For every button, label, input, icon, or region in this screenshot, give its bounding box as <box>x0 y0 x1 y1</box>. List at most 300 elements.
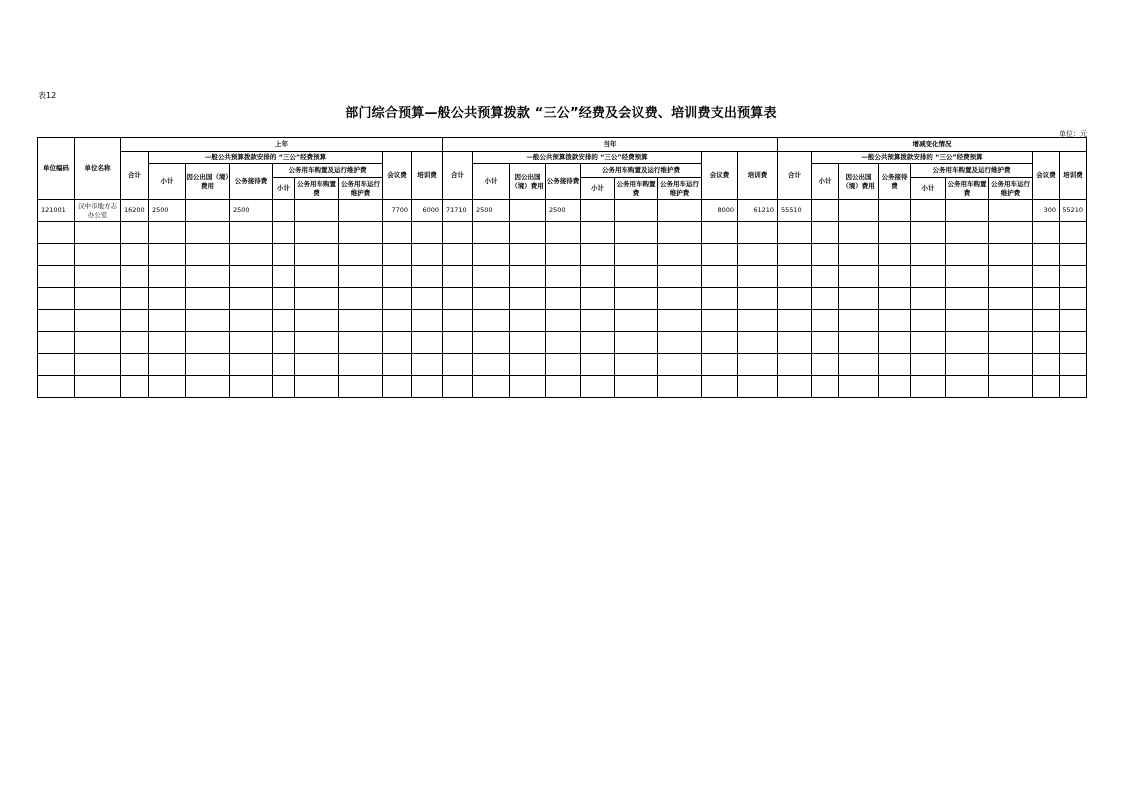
cell-empty <box>230 288 273 310</box>
cell-empty <box>443 222 473 244</box>
header-vehicle-purchase: 公务用车购置费 <box>295 178 339 200</box>
cell-empty <box>946 332 989 354</box>
cell-empty <box>738 354 778 376</box>
cell-empty <box>273 266 295 288</box>
cell-empty <box>230 376 273 398</box>
cell-empty <box>75 354 121 376</box>
cell-empty <box>75 266 121 288</box>
cell-empty <box>546 244 581 266</box>
cell-empty <box>339 354 383 376</box>
header-meeting-fee: 会议费 <box>702 152 738 200</box>
cell-empty <box>778 266 812 288</box>
header-reception-fee: 公务接待费 <box>546 164 581 200</box>
cell-empty <box>702 310 738 332</box>
cell-empty <box>615 288 658 310</box>
cell-empty <box>149 376 186 398</box>
cell-empty <box>989 244 1033 266</box>
cell-empty <box>879 222 911 244</box>
cell-empty <box>839 266 879 288</box>
cell-prev-reception: 2500 <box>230 200 273 222</box>
cell-empty <box>75 244 121 266</box>
cell-empty <box>946 244 989 266</box>
cell-empty <box>295 332 339 354</box>
cell-empty <box>383 266 412 288</box>
cell-curr-meeting: 8000 <box>702 200 738 222</box>
cell-empty <box>1060 288 1087 310</box>
cell-empty <box>658 266 702 288</box>
table-body <box>38 200 1087 398</box>
header-three-public: —般公共预算拨款安排的 “三公”经费预算 <box>149 152 383 164</box>
cell-empty <box>1060 244 1087 266</box>
header-vehicle-subtotal: 小计 <box>911 178 946 200</box>
header-total: 合计 <box>778 152 812 200</box>
cell-empty <box>383 376 412 398</box>
cell-empty <box>879 332 911 354</box>
cell-empty <box>230 266 273 288</box>
header-group-change: 增减变化情况 <box>778 138 1087 152</box>
cell-prev-v_subtotal <box>273 200 295 222</box>
cell-empty <box>510 222 546 244</box>
cell-empty <box>412 244 443 266</box>
cell-empty <box>581 222 615 244</box>
cell-empty <box>383 332 412 354</box>
cell-empty <box>738 222 778 244</box>
header-subtotal: 小计 <box>473 164 510 200</box>
cell-empty <box>911 332 946 354</box>
cell-empty <box>121 266 149 288</box>
cell-empty <box>702 244 738 266</box>
cell-empty <box>812 354 839 376</box>
cell-empty <box>121 288 149 310</box>
cell-empty <box>658 244 702 266</box>
cell-curr-total: 71710 <box>443 200 473 222</box>
cell-empty <box>443 376 473 398</box>
cell-empty <box>38 288 75 310</box>
header-meeting-fee: 会议费 <box>1033 152 1060 200</box>
cell-empty <box>295 266 339 288</box>
cell-empty <box>581 266 615 288</box>
table-row <box>38 266 1087 288</box>
cell-empty <box>186 266 230 288</box>
cell-empty <box>738 376 778 398</box>
cell-empty <box>812 244 839 266</box>
cell-change-v_maintenance <box>989 200 1033 222</box>
cell-empty <box>339 288 383 310</box>
cell-prev-training: 6000 <box>412 200 443 222</box>
cell-empty <box>879 288 911 310</box>
cell-empty <box>778 244 812 266</box>
cell-curr-training: 61210 <box>738 200 778 222</box>
cell-empty <box>546 332 581 354</box>
header-reception-fee: 公务接待费 <box>230 164 273 200</box>
cell-empty <box>946 266 989 288</box>
cell-empty <box>658 222 702 244</box>
cell-curr-abroad <box>510 200 546 222</box>
cell-prev-v_maintenance <box>339 200 383 222</box>
cell-empty <box>1060 266 1087 288</box>
header-three-public: —般公共预算拨款安排的 “三公”经费预算 <box>473 152 702 164</box>
cell-prev-subtotal: 2500 <box>149 200 186 222</box>
cell-empty <box>546 376 581 398</box>
cell-empty <box>702 376 738 398</box>
cell-empty <box>778 354 812 376</box>
cell-empty <box>615 376 658 398</box>
cell-empty <box>121 354 149 376</box>
cell-empty <box>615 332 658 354</box>
cell-empty <box>230 244 273 266</box>
cell-empty <box>1060 222 1087 244</box>
header-abroad-fee: 因公出国（境）费用 <box>839 164 879 200</box>
cell-empty <box>1060 376 1087 398</box>
cell-prev-v_purchase <box>295 200 339 222</box>
cell-empty <box>778 332 812 354</box>
cell-empty <box>812 310 839 332</box>
cell-empty <box>546 266 581 288</box>
header-training-fee: 培训费 <box>738 152 778 200</box>
table-row <box>38 332 1087 354</box>
cell-empty <box>911 244 946 266</box>
cell-curr-v_purchase <box>615 200 658 222</box>
cell-empty <box>1033 310 1060 332</box>
cell-empty <box>383 244 412 266</box>
cell-empty <box>443 332 473 354</box>
cell-empty <box>230 354 273 376</box>
cell-empty <box>295 288 339 310</box>
cell-empty <box>473 376 510 398</box>
cell-empty <box>989 332 1033 354</box>
cell-empty <box>383 288 412 310</box>
cell-empty <box>510 354 546 376</box>
cell-empty <box>946 376 989 398</box>
cell-empty <box>839 310 879 332</box>
cell-empty <box>581 244 615 266</box>
header-abroad-fee: 因公出国（境）费用 <box>186 164 230 200</box>
cell-empty <box>581 354 615 376</box>
cell-empty <box>443 354 473 376</box>
cell-empty <box>38 310 75 332</box>
cell-empty <box>702 288 738 310</box>
table-header <box>38 138 1087 200</box>
cell-empty <box>412 310 443 332</box>
cell-empty <box>149 310 186 332</box>
header-vehicle-fee: 公务用车购置及运行维护费 <box>273 164 383 178</box>
cell-empty <box>615 266 658 288</box>
cell-empty <box>121 332 149 354</box>
cell-empty <box>273 354 295 376</box>
cell-empty <box>383 310 412 332</box>
cell-empty <box>702 332 738 354</box>
page-title: 部门综合预算—般公共预算拨款 “三公”经费及会议费、培训费支出预算表 <box>345 106 777 121</box>
cell-empty <box>75 310 121 332</box>
cell-empty <box>186 354 230 376</box>
cell-empty <box>121 222 149 244</box>
cell-empty <box>546 310 581 332</box>
header-unit-name: 单位名称 <box>75 138 121 200</box>
cell-empty <box>812 266 839 288</box>
header-three-public: —般公共预算拨款安排的 “三公”经费预算 <box>812 152 1033 164</box>
cell-empty <box>295 222 339 244</box>
cell-empty <box>839 354 879 376</box>
cell-curr-v_subtotal <box>581 200 615 222</box>
cell-empty <box>812 288 839 310</box>
cell-empty <box>1060 310 1087 332</box>
table-row <box>38 222 1087 244</box>
cell-empty <box>581 310 615 332</box>
cell-empty <box>339 222 383 244</box>
cell-empty <box>186 310 230 332</box>
cell-curr-v_maintenance <box>658 200 702 222</box>
cell-change-training: 55210 <box>1060 200 1087 222</box>
cell-unit-code: 121001 <box>38 200 75 222</box>
cell-empty <box>778 310 812 332</box>
header-vehicle-maintenance: 公务用车运行维护费 <box>989 178 1033 200</box>
cell-empty <box>295 354 339 376</box>
cell-empty <box>839 332 879 354</box>
header-vehicle-purchase: 公务用车购置费 <box>615 178 658 200</box>
cell-empty <box>738 310 778 332</box>
cell-change-subtotal <box>812 200 839 222</box>
cell-empty <box>946 310 989 332</box>
cell-empty <box>911 354 946 376</box>
cell-empty <box>738 244 778 266</box>
cell-empty <box>75 222 121 244</box>
cell-empty <box>946 354 989 376</box>
cell-empty <box>510 310 546 332</box>
cell-empty <box>879 266 911 288</box>
cell-prev-total: 16200 <box>121 200 149 222</box>
cell-empty <box>295 310 339 332</box>
cell-empty <box>473 244 510 266</box>
cell-empty <box>839 222 879 244</box>
cell-empty <box>149 354 186 376</box>
cell-empty <box>38 222 75 244</box>
cell-empty <box>230 310 273 332</box>
cell-prev-meeting: 7700 <box>383 200 412 222</box>
cell-empty <box>273 376 295 398</box>
table-code: 表12 <box>38 91 57 100</box>
cell-empty <box>186 288 230 310</box>
cell-empty <box>946 222 989 244</box>
cell-empty <box>1033 222 1060 244</box>
cell-empty <box>75 332 121 354</box>
cell-empty <box>1033 376 1060 398</box>
header-vehicle-maintenance: 公务用车运行维护费 <box>339 178 383 200</box>
cell-empty <box>473 310 510 332</box>
cell-empty <box>839 244 879 266</box>
header-unit-code: 单位编码 <box>38 138 75 200</box>
header-training-fee: 培训费 <box>412 152 443 200</box>
cell-empty <box>911 266 946 288</box>
cell-empty <box>412 354 443 376</box>
cell-empty <box>339 310 383 332</box>
cell-empty <box>75 288 121 310</box>
cell-empty <box>230 332 273 354</box>
cell-empty <box>149 288 186 310</box>
cell-empty <box>989 376 1033 398</box>
header-group-prev: 上年 <box>121 138 443 152</box>
cell-empty <box>658 332 702 354</box>
cell-empty <box>38 376 75 398</box>
table-row <box>38 244 1087 266</box>
cell-empty <box>38 266 75 288</box>
cell-empty <box>778 288 812 310</box>
cell-empty <box>658 376 702 398</box>
cell-empty <box>339 266 383 288</box>
cell-empty <box>473 266 510 288</box>
cell-empty <box>702 266 738 288</box>
cell-empty <box>989 288 1033 310</box>
cell-empty <box>443 310 473 332</box>
cell-empty <box>473 332 510 354</box>
cell-empty <box>339 332 383 354</box>
cell-empty <box>186 332 230 354</box>
cell-empty <box>658 354 702 376</box>
cell-empty <box>121 376 149 398</box>
table-row <box>38 376 1087 398</box>
cell-empty <box>149 266 186 288</box>
header-meeting-fee: 会议费 <box>383 152 412 200</box>
cell-empty <box>738 332 778 354</box>
cell-empty <box>295 376 339 398</box>
cell-empty <box>273 288 295 310</box>
cell-empty <box>383 222 412 244</box>
cell-empty <box>443 266 473 288</box>
unit-note: 单位：元 <box>1059 130 1087 138</box>
cell-empty <box>38 332 75 354</box>
header-reception-fee: 公务接待费 <box>879 164 911 200</box>
cell-empty <box>581 288 615 310</box>
cell-empty <box>911 310 946 332</box>
cell-empty <box>1060 332 1087 354</box>
table-row <box>38 288 1087 310</box>
cell-empty <box>510 288 546 310</box>
cell-empty <box>738 266 778 288</box>
cell-empty <box>911 222 946 244</box>
cell-empty <box>149 244 186 266</box>
cell-empty <box>473 222 510 244</box>
cell-empty <box>510 376 546 398</box>
cell-curr-subtotal: 2500 <box>473 200 510 222</box>
cell-prev-abroad <box>186 200 230 222</box>
cell-empty <box>121 310 149 332</box>
header-vehicle-fee: 公务用车购置及运行维护费 <box>581 164 702 178</box>
cell-empty <box>615 222 658 244</box>
header-training-fee: 培训费 <box>1060 152 1087 200</box>
cell-empty <box>911 376 946 398</box>
header-vehicle-maintenance: 公务用车运行维护费 <box>658 178 702 200</box>
cell-empty <box>989 310 1033 332</box>
cell-empty <box>546 288 581 310</box>
cell-empty <box>989 222 1033 244</box>
cell-empty <box>473 288 510 310</box>
cell-empty <box>581 332 615 354</box>
table-row <box>38 310 1087 332</box>
cell-empty <box>1060 354 1087 376</box>
budget-table <box>37 137 1087 398</box>
cell-empty <box>615 310 658 332</box>
cell-empty <box>412 222 443 244</box>
cell-empty <box>383 354 412 376</box>
cell-empty <box>839 376 879 398</box>
cell-curr-reception: 2500 <box>546 200 581 222</box>
cell-empty <box>812 376 839 398</box>
cell-empty <box>546 354 581 376</box>
header-group-curr: 当年 <box>443 138 778 152</box>
cell-empty <box>989 354 1033 376</box>
cell-empty <box>1033 354 1060 376</box>
cell-empty <box>1033 244 1060 266</box>
cell-empty <box>230 222 273 244</box>
cell-empty <box>1033 288 1060 310</box>
header-subtotal: 小计 <box>149 164 186 200</box>
cell-empty <box>75 376 121 398</box>
cell-empty <box>412 332 443 354</box>
cell-empty <box>38 354 75 376</box>
cell-empty <box>879 354 911 376</box>
cell-change-v_purchase <box>946 200 989 222</box>
cell-empty <box>186 244 230 266</box>
cell-empty <box>658 310 702 332</box>
cell-empty <box>295 244 339 266</box>
table-row <box>38 200 1087 222</box>
cell-empty <box>738 288 778 310</box>
cell-empty <box>339 376 383 398</box>
cell-change-v_subtotal <box>911 200 946 222</box>
cell-empty <box>615 354 658 376</box>
cell-empty <box>778 376 812 398</box>
cell-empty <box>812 332 839 354</box>
cell-empty <box>273 222 295 244</box>
header-vehicle-fee: 公务用车购置及运行维护费 <box>911 164 1033 178</box>
cell-empty <box>186 222 230 244</box>
cell-empty <box>273 332 295 354</box>
cell-empty <box>186 376 230 398</box>
cell-empty <box>879 376 911 398</box>
cell-empty <box>273 244 295 266</box>
cell-empty <box>38 244 75 266</box>
cell-empty <box>510 244 546 266</box>
cell-empty <box>443 288 473 310</box>
header-total: 合计 <box>121 152 149 200</box>
cell-empty <box>581 376 615 398</box>
header-total: 合计 <box>443 152 473 200</box>
header-abroad-fee: 因公出国（境）费用 <box>510 164 546 200</box>
cell-empty <box>812 222 839 244</box>
cell-empty <box>658 288 702 310</box>
cell-empty <box>839 288 879 310</box>
cell-empty <box>412 376 443 398</box>
cell-change-total: 55510 <box>778 200 812 222</box>
cell-empty <box>1033 266 1060 288</box>
cell-empty <box>149 332 186 354</box>
cell-empty <box>510 266 546 288</box>
cell-empty <box>149 222 186 244</box>
cell-empty <box>879 310 911 332</box>
cell-empty <box>412 266 443 288</box>
cell-empty <box>702 354 738 376</box>
cell-change-abroad <box>839 200 879 222</box>
cell-empty <box>702 222 738 244</box>
cell-empty <box>443 244 473 266</box>
cell-empty <box>546 222 581 244</box>
header-vehicle-purchase: 公务用车购置费 <box>946 178 989 200</box>
table-row <box>38 354 1087 376</box>
cell-empty <box>121 244 149 266</box>
header-subtotal: 小计 <box>812 164 839 200</box>
cell-empty <box>879 244 911 266</box>
cell-empty <box>339 244 383 266</box>
cell-empty <box>473 354 510 376</box>
